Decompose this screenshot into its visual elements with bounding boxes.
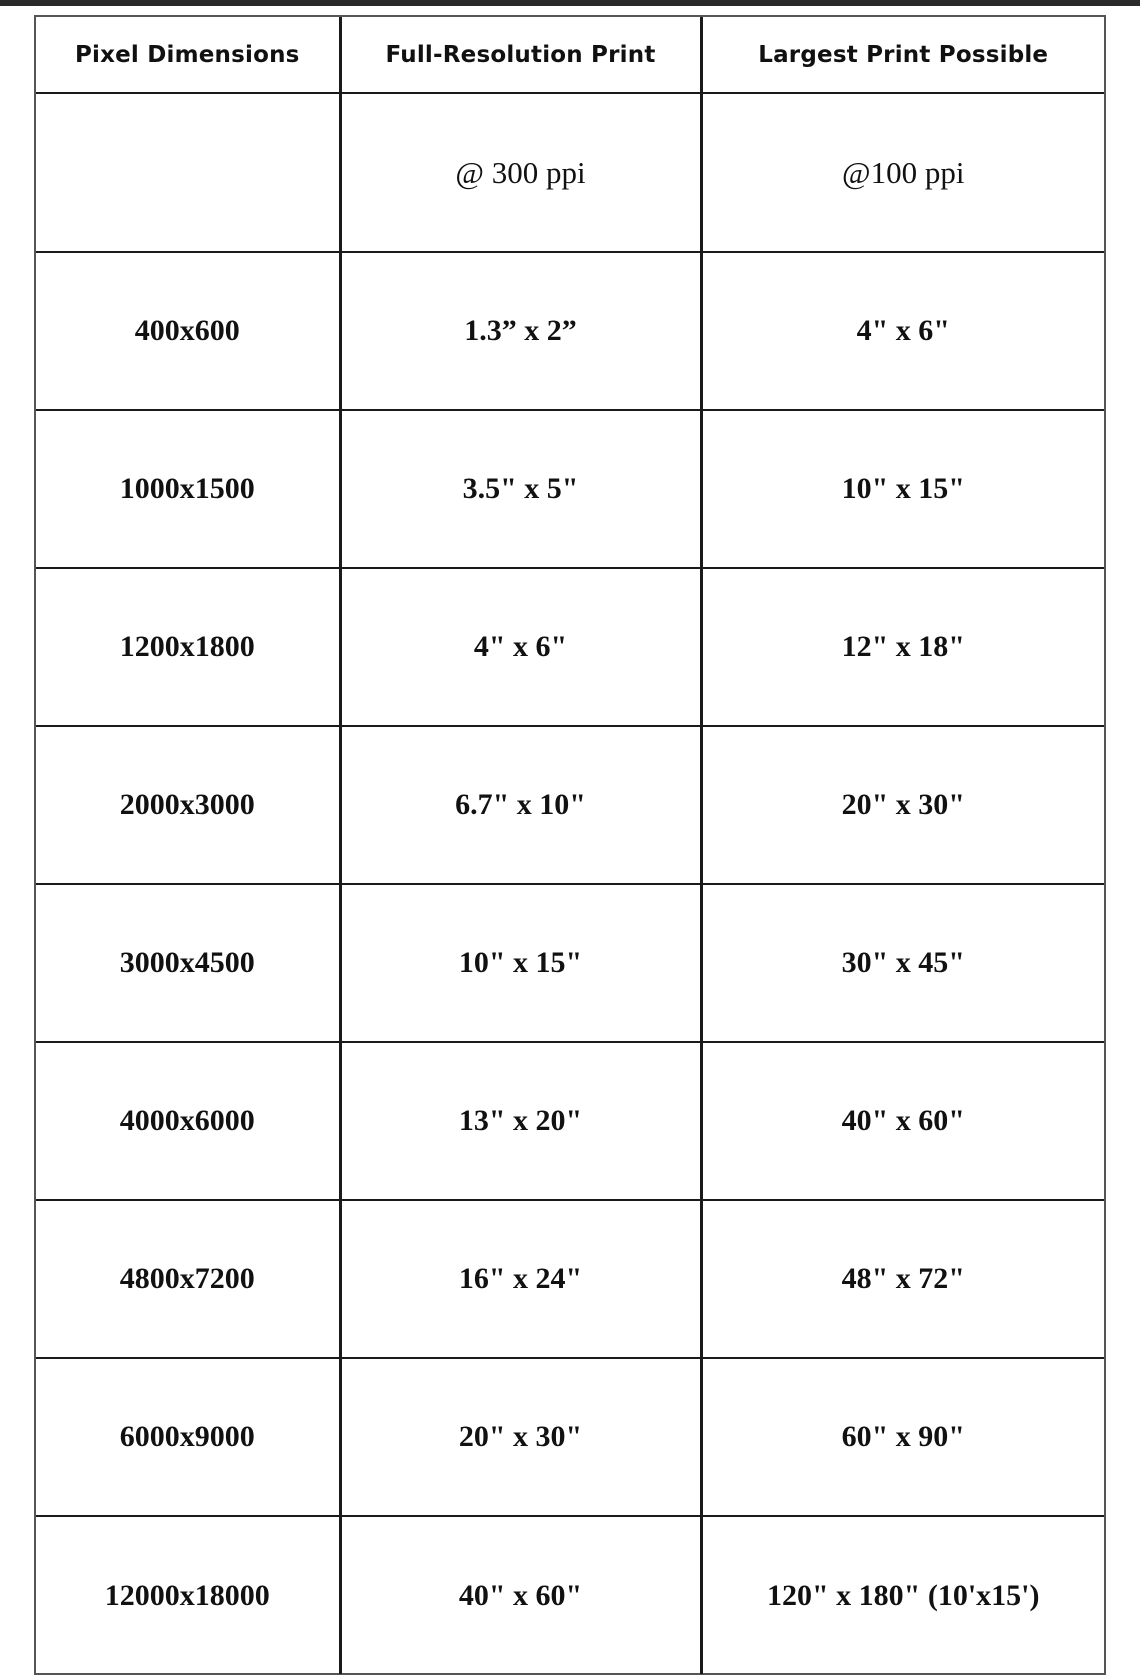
print-size-table <box>34 15 1106 1675</box>
top-border-bar <box>0 0 1140 6</box>
table-row <box>36 884 1104 1042</box>
largest-print-cell: 20" x 30" <box>701 726 1104 884</box>
largest-print-cell: 30" x 45" <box>701 884 1104 1042</box>
largest-print-cell: 4" x 6" <box>701 252 1104 410</box>
full-resolution-cell: 16" x 24" <box>340 1200 701 1358</box>
table-row <box>36 1200 1104 1358</box>
subheader-100-ppi: @100 ppi <box>701 93 1104 252</box>
pixel-dimensions-cell: 3000x4500 <box>36 884 340 1042</box>
subheader-300-ppi: @ 300 ppi <box>340 93 701 252</box>
full-resolution-cell: 3.5" x 5" <box>340 410 701 568</box>
full-resolution-cell: 10" x 15" <box>340 884 701 1042</box>
table-row <box>36 1358 1104 1516</box>
header-largest-print-possible: Largest Print Possible <box>701 17 1104 93</box>
full-resolution-cell: 6.7" x 10" <box>340 726 701 884</box>
pixel-dimensions-cell: 1000x1500 <box>36 410 340 568</box>
full-resolution-cell: 13" x 20" <box>340 1042 701 1200</box>
largest-print-cell: 40" x 60" <box>701 1042 1104 1200</box>
largest-print-cell: 10" x 15" <box>701 410 1104 568</box>
full-resolution-cell: 4" x 6" <box>340 568 701 726</box>
largest-print-cell: 12" x 18" <box>701 568 1104 726</box>
largest-print-cell: 48" x 72" <box>701 1200 1104 1358</box>
subheader-empty-cell <box>36 93 340 252</box>
pixel-dimensions-cell: 6000x9000 <box>36 1358 340 1516</box>
table-row <box>36 568 1104 726</box>
full-resolution-cell: 1.3” x 2” <box>340 252 701 410</box>
table-row <box>36 1042 1104 1200</box>
header-full-resolution-print: Full-Resolution Print <box>340 17 701 93</box>
header-row <box>36 17 1104 93</box>
table-row <box>36 1516 1104 1674</box>
table-row <box>36 726 1104 884</box>
pixel-dimensions-cell: 1200x1800 <box>36 568 340 726</box>
table-row <box>36 410 1104 568</box>
pixel-dimensions-cell: 2000x3000 <box>36 726 340 884</box>
subheader-row <box>36 93 1104 252</box>
pixel-dimensions-cell: 12000x18000 <box>36 1516 340 1674</box>
table-row <box>36 252 1104 410</box>
print-size-table-grid <box>36 17 1104 1674</box>
pixel-dimensions-cell: 400x600 <box>36 252 340 410</box>
pixel-dimensions-cell: 4800x7200 <box>36 1200 340 1358</box>
header-pixel-dimensions: Pixel Dimensions <box>36 17 340 93</box>
full-resolution-cell: 20" x 30" <box>340 1358 701 1516</box>
pixel-dimensions-cell: 4000x6000 <box>36 1042 340 1200</box>
full-resolution-cell: 40" x 60" <box>340 1516 701 1674</box>
largest-print-cell: 60" x 90" <box>701 1358 1104 1516</box>
largest-print-cell: 120" x 180" (10'x15') <box>767 1578 1040 1612</box>
